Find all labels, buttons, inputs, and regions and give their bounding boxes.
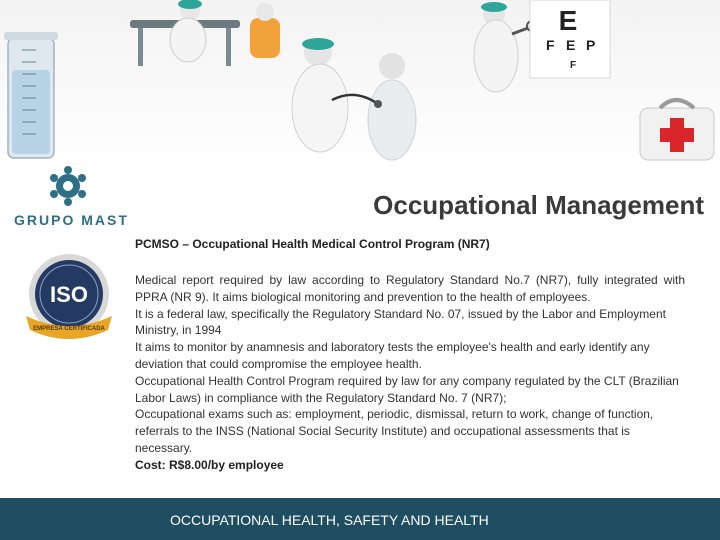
description-paragraph: Occupational exams such as: employment, periodic, dismissal, return to work, change of function, referrals to the INSS (National Social Security Institute) and occupational assessments that is necessary. <box>135 407 654 455</box>
page-title: Occupational Management <box>373 190 704 220</box>
iso-badge-ribbon-text: EMPRESA CERTIFICADA <box>33 326 105 332</box>
doctor-examining-icon <box>292 38 416 160</box>
eye-chart-letter: E <box>558 5 578 36</box>
measuring-cylinder-icon <box>4 32 58 158</box>
description-paragraph: Occupational Health Control Program required by law for any company regulated by the CLT (Brazilian Labor Laws) in compliance with the Regulatory Standard No. 7 (NR7); <box>135 373 679 405</box>
footer-text: OCCUPATIONAL HEALTH, SAFETY AND HEALTH <box>170 512 489 528</box>
footer-bar <box>0 498 720 540</box>
iso-badge-icon <box>20 250 118 348</box>
eye-chart-letter: F <box>546 37 555 53</box>
logo-mark-icon <box>10 166 135 211</box>
hero-banner <box>0 0 720 170</box>
program-subtitle: PCMSO – Occupational Health Medical Control Program (NR7) <box>135 237 490 251</box>
eye-chart-letter: F <box>570 60 577 71</box>
doctor-magnifier-icon <box>474 2 537 92</box>
doctor-seated-icon <box>130 0 280 66</box>
program-description <box>135 272 685 474</box>
iso-badge-text: ISO <box>50 282 88 307</box>
description-paragraph: It is a federal law, specifically the Regulatory Standard No. 07, issued by the Labor and Employment Ministry, in 1994 <box>135 306 666 338</box>
cost-line: Cost: R$8.00/by employee <box>135 457 284 472</box>
description-paragraph: Medical report required by law according to Regulatory Standard No.7 (NR7), fully integrated with PPRA (NR 9). It aims biological monitoring and prevention to the health of employees. <box>135 273 685 304</box>
eye-chart-letter: P <box>586 37 596 53</box>
iso-certification-badge <box>20 250 118 348</box>
first-aid-kit-icon <box>640 100 714 160</box>
logo-wordmark: GRUPO MAST <box>14 212 129 228</box>
eye-chart-icon <box>530 0 610 78</box>
eye-chart-letter: E <box>566 37 576 53</box>
hero-illustration <box>0 0 720 170</box>
description-paragraph: It aims to monitor by anamnesis and laboratory tests the employee's health and early identify any deviation that could compromise the employee health. <box>135 340 650 371</box>
